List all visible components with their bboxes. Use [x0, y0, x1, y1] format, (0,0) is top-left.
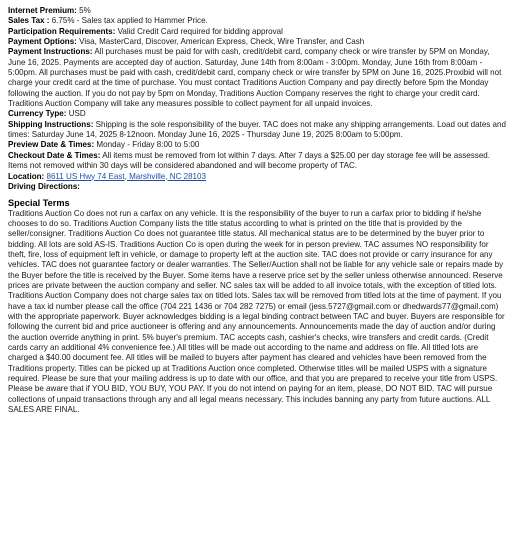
term-label: Payment Options: — [8, 37, 77, 47]
special-terms-section — [8, 198, 506, 415]
term-location — [8, 172, 506, 182]
term-label: Sales Tax : — [8, 16, 50, 26]
term-value: Monday - Friday 8:00 to 5:00 — [96, 140, 200, 150]
location-map-link[interactable]: 8611 US Hwy 74 East, Marshville, NC 28103 — [46, 171, 206, 181]
term-shipping-instructions — [8, 120, 506, 141]
term-payment-options — [8, 37, 506, 47]
term-payment-instructions — [8, 47, 506, 109]
special-terms-body: Traditions Auction Co does not run a carfax on any vehicle. It is the responsibility of the buyer to run a carfax prior to bidding if he/she chooses to do so. Traditions Auction Company lists the title status according to what is printed on the title that is provided by the seller/consigner. Traditions Auction Co does not guarantee title status. All mechanical status are to be determined by the buyer prior to bidding. All lots are sold AS-IS. Traditions Auction Co is open during the week for in person preview. TAC assumes NO responsibility for theft, fire, loss of equipment left in vehicle, or damage to property left at the auction site. TAC does not provide or carry insurance for any vehicles. TAC does not guarantee factory or dealer warranties. The Seller/Auction shall not be liable for any vehicle sale or repairs made by the Buyer before the title is received by the Buyer. Some items have a reserve price set by the seller unless otherwise announced. Reserve prices are private between the auction company and seller. NC sales tax will be added to all invoice totals, with the exception of titled lots. Traditions Auction Company does not charge sales tax on titled lots. Sales tax will be removed from titled lots at the time of payment. If you have a tax id number please call the office (704 221 1436 or 704 282 7275) or email (jess.5727@gmail.com or dhedwards77@gmail.com) with the appropriate paperwork. Buyer acknowledges bidding is a legal binding contract between TAC and buyer. Buyers are responsible for following the current bid and price auctioneer is offering and any announcements. Announcements made the day of auction and/or during the auction override anything in print. 5% buyer's premium. TAC accepts cash, cashier's checks, wire transfers and credit cards. (Credit cards carry an additional 4% convenience fee.) All titles will be made out according to the name and address on file. All titled lots are charged a $40.00 document fee. All titles will be mailed to buyers after payment has cleared and vehicles have been removed from the Traditions property. Titles can be picked up at Traditions Auction once completed. Otherwise titles will be mailed USPS with a signature required. Please be sure that your mailing address is up to date with our office, and that you are prepared to receive your title from USPS. Please be aware that if YOU BID, YOU BUY, YOU PAY. If you do not intend on paying for an item, please, DO NOT BID. TAC will pursue collections of unpaid transactions through any and all legal means necessary. This includes banning any party from future auctions. ALL SALES ARE FINAL. — [8, 208, 505, 415]
term-label: Shipping Instructions: — [8, 119, 94, 129]
term-driving-directions — [8, 182, 506, 192]
term-value: Valid Credit Card required for bidding approval — [117, 26, 283, 36]
term-label: Driving Directions: — [8, 181, 80, 191]
term-value: 5% — [79, 6, 91, 15]
term-label: Internet Premium: — [8, 6, 77, 15]
term-internet-premium — [8, 6, 506, 16]
term-label: Payment Instructions: — [8, 47, 93, 57]
term-value: USD — [68, 109, 86, 119]
term-value: All purchases must be paid for with cash, credit/debit card, company check or wire transfer by 5PM on Monday, June 16, 2025. Payments are accepted day of auction. Saturday, June 14th from 8:00am - 3:00pm. Monday, June 16th from 8:00am - 5:00pm. All purchases must be paid with cash, credit/debit card, company check or wire transfer by 5PM on June 16, 2025.Proxibid will not charge your credit card at the time of purchase. You must contact Traditions Auction Company and pay directly before 5pm the Monday following the auction. If you do not pay by 5pm on Monday, Traditions Auction Company reserves the right to charge your credit card. Traditions Auction Company will take any measures possible to collect payment for all unpaid invoices. — [8, 47, 502, 109]
term-label: Currency Type: — [8, 109, 67, 119]
term-currency-type — [8, 109, 506, 119]
term-checkout-date-times — [8, 151, 506, 172]
special-terms-title: Special Terms — [8, 198, 70, 209]
term-label: Checkout Date & Times: — [8, 150, 101, 160]
term-value: Shipping is the sole responsibility of the buyer. TAC does not make any shipping arrangements. Load out dates and times: Saturday June 14, 2025 8-12noon. Monday June 16, 2025 - Thursday June 19, 2025 8:00am to 5:00pm. — [8, 119, 506, 140]
terms-list — [8, 6, 506, 192]
term-preview-date-times — [8, 140, 506, 150]
term-sales-tax — [8, 16, 506, 26]
term-label: Participation Requirements: — [8, 26, 116, 36]
term-label: Preview Date & Times: — [8, 140, 95, 150]
term-label: Location: — [8, 171, 45, 181]
term-value: Visa, MasterCard, Discover, American Express, Check, Wire Transfer, and Cash — [79, 37, 365, 47]
term-value: All items must be removed from lot within 7 days. After 7 days a $25.00 per day storage fee will be assessed. Items not removed within 30 days will be considered abandoned and will become property of TAC. — [8, 150, 491, 171]
term-value: 6.75% - Sales tax applied to Hammer Price. — [51, 16, 208, 26]
term-participation-requirements — [8, 27, 506, 37]
